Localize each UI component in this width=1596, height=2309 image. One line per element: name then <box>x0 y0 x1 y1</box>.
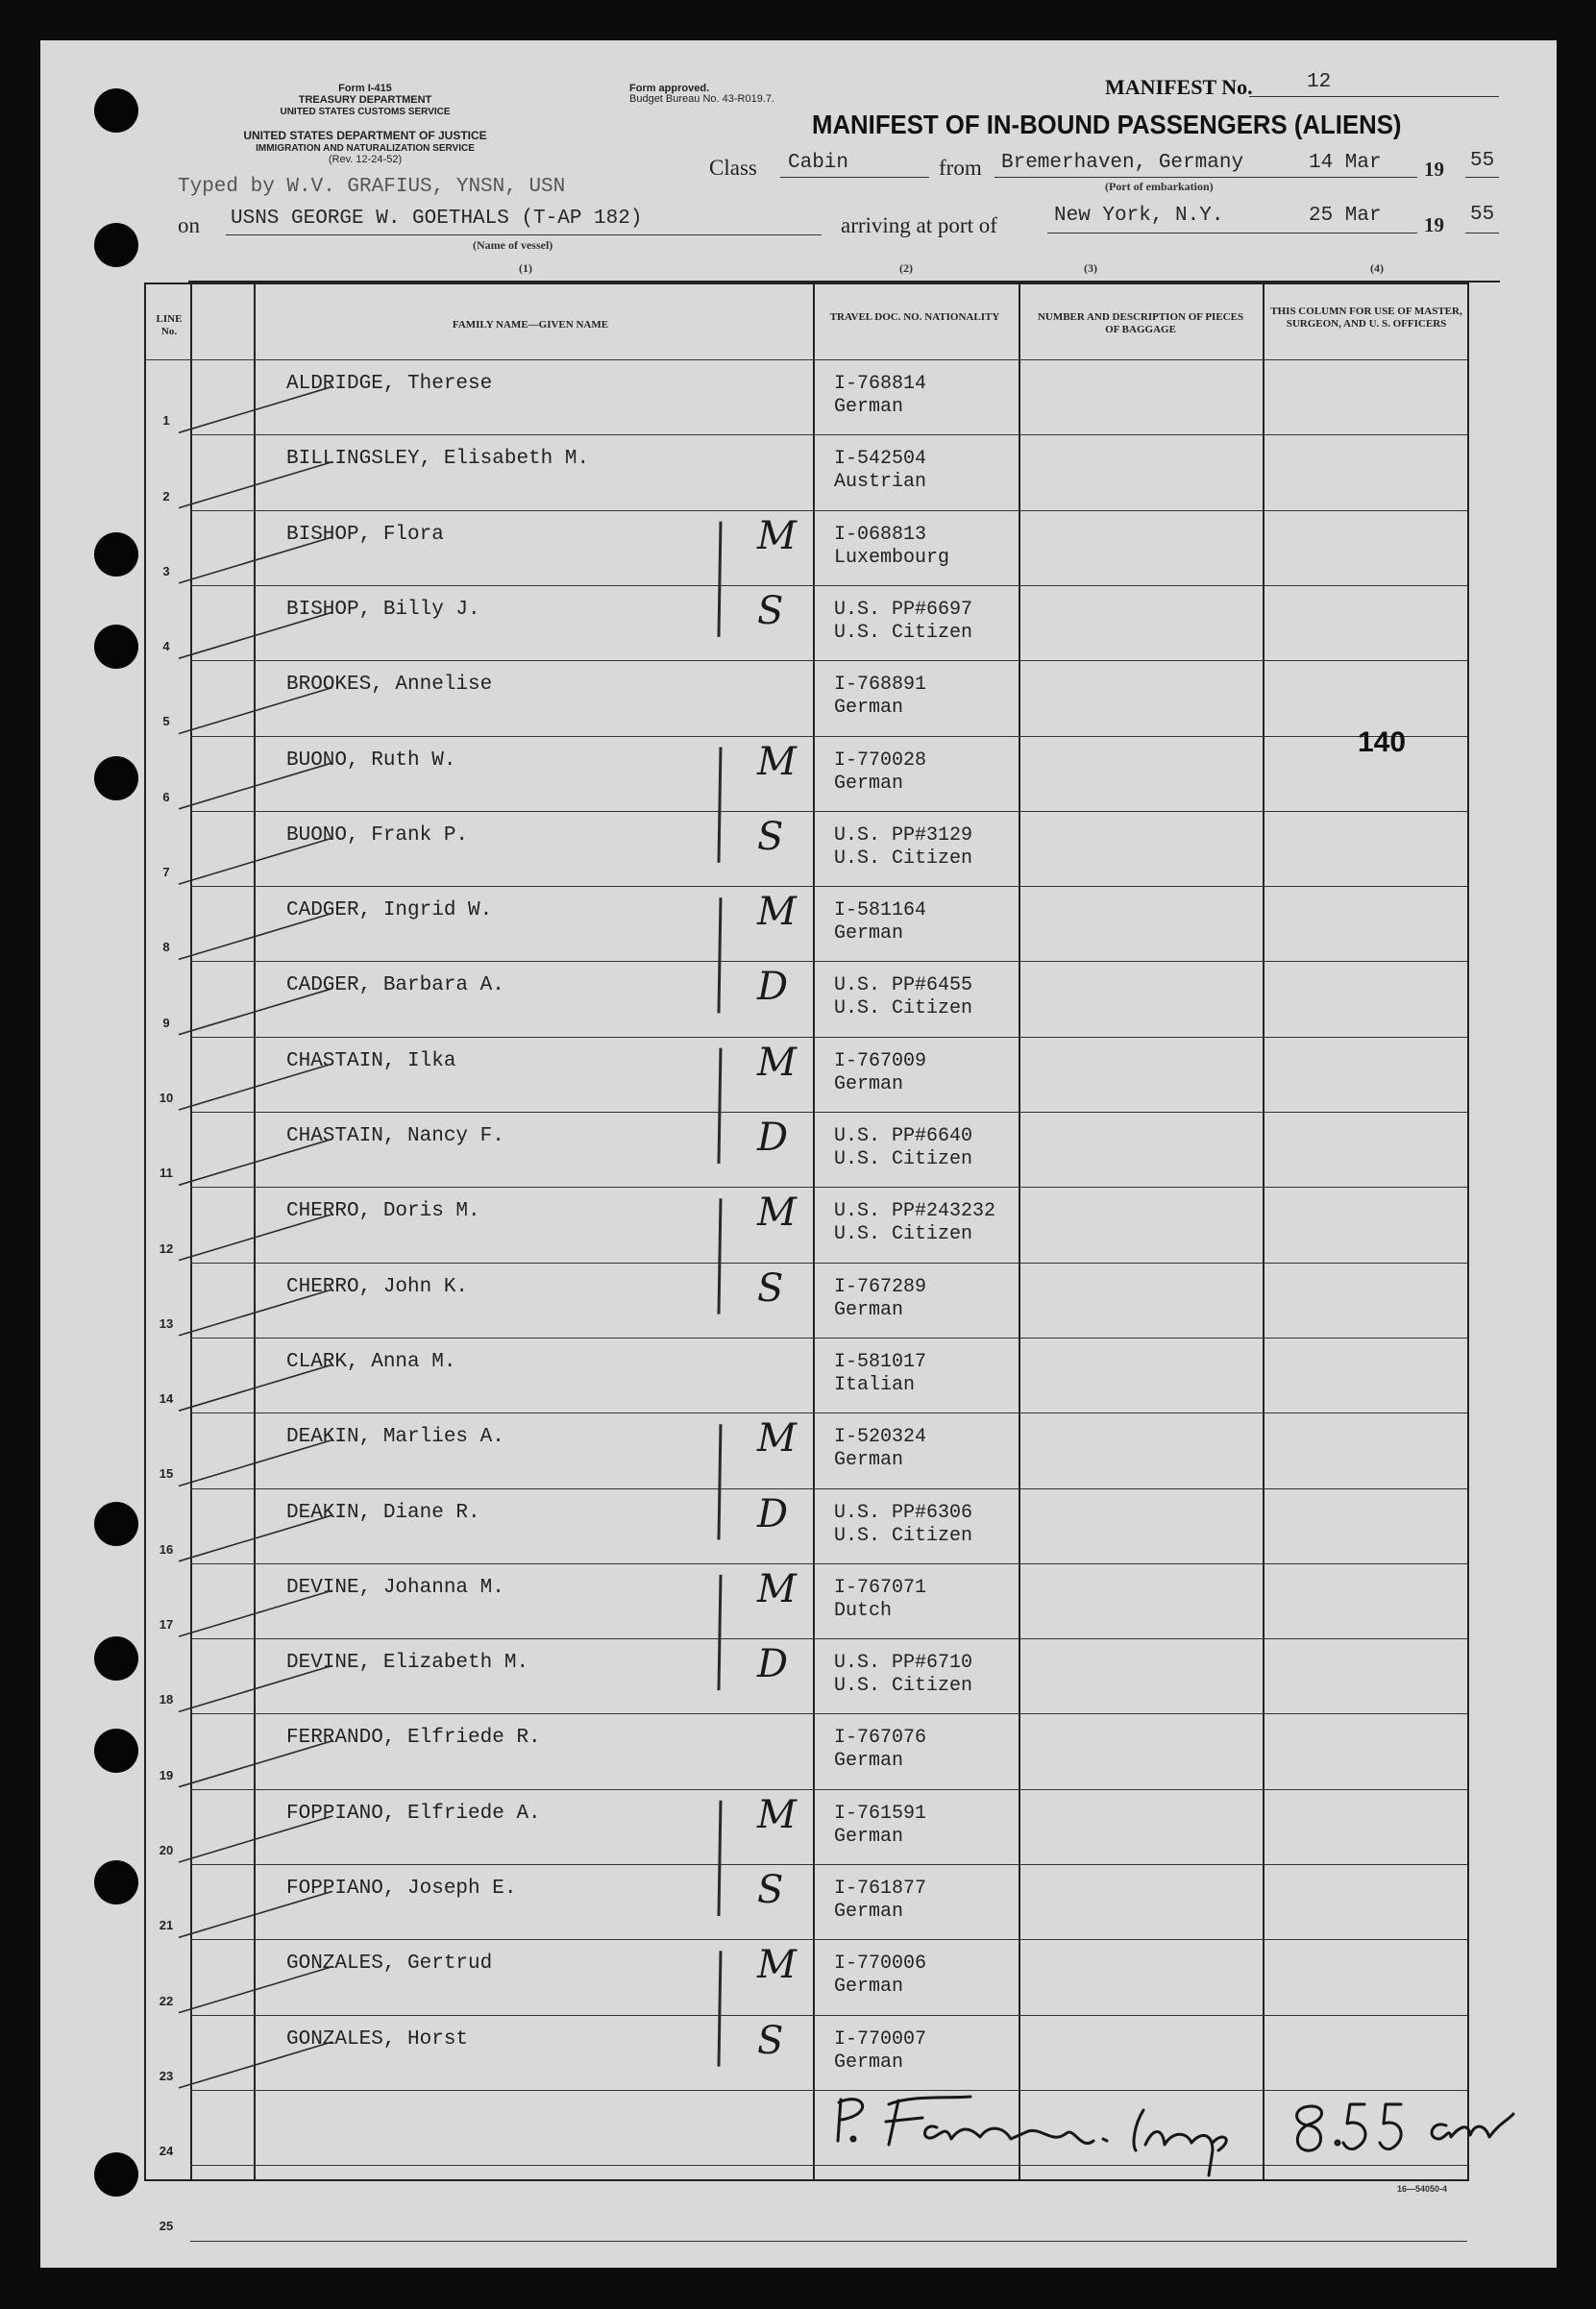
table-row <box>146 2090 1467 2165</box>
travel-doc-number: I-581017 <box>834 1350 927 1373</box>
table-row <box>146 510 1467 585</box>
binder-hole <box>94 1502 138 1546</box>
line-number: 12 <box>159 1240 174 1256</box>
line-number: 11 <box>160 1166 173 1181</box>
table-row <box>146 886 1467 961</box>
line-number: 4 <box>162 639 170 654</box>
footer-code: 16—54050-4 <box>1397 2184 1448 2194</box>
on-label: on <box>178 213 200 237</box>
vessel-name: USNS GEORGE W. GOETHALS (T-AP 182) <box>231 208 643 230</box>
line-number: 20 <box>159 1842 174 1857</box>
line-number: 18 <box>159 1692 174 1707</box>
col-header-line: LINE No. <box>156 313 183 337</box>
table-row <box>146 2165 1467 2240</box>
passenger-name: DEVINE, Johanna M. <box>286 1576 504 1599</box>
travel-doc-number: I-581164 <box>834 899 927 922</box>
table-row <box>146 1338 1467 1412</box>
table-row <box>146 1037 1467 1112</box>
binder-hole <box>94 2152 138 2197</box>
passenger-name: BUONO, Ruth W. <box>286 749 456 772</box>
nationality: German <box>834 1901 904 1923</box>
passenger-name: CADGER, Ingrid W. <box>286 899 493 922</box>
line-number: 14 <box>159 1391 174 1407</box>
passenger-name: CLARK, Anna M. <box>286 1350 456 1373</box>
nationality: German <box>834 1449 904 1472</box>
travel-doc-number: U.S. PP#6306 <box>834 1501 973 1524</box>
line-number: 16 <box>159 1541 174 1557</box>
line-number: 15 <box>159 1466 174 1482</box>
embark-rule <box>994 177 1417 178</box>
form-approved: Form approved. <box>629 83 710 94</box>
table-row <box>146 961 1467 1036</box>
nationality: Austrian <box>834 471 927 494</box>
nationality: U.S. Citizen <box>834 1675 973 1698</box>
class-rule <box>780 177 929 178</box>
embark-year-rule <box>1465 177 1499 178</box>
embark-port: Bremerhaven, Germany <box>1001 152 1244 174</box>
travel-doc-number: U.S. PP#6640 <box>834 1125 973 1147</box>
travel-doc-number: I-520324 <box>834 1426 927 1449</box>
line-number: 10 <box>159 1090 174 1105</box>
manifest-no-rule <box>1249 96 1499 97</box>
line-number: 8 <box>162 940 170 955</box>
table-row <box>146 1789 1467 1864</box>
row-divider <box>190 2241 1467 2242</box>
from-label: from <box>939 156 982 180</box>
nationality: German <box>834 697 904 720</box>
nationality: U.S. Citizen <box>834 847 973 870</box>
passenger-name: BILLINGSLEY, Elisabeth M. <box>286 448 590 471</box>
line-number: 25 <box>159 2219 174 2234</box>
relationship-mark: M <box>757 1792 797 1837</box>
table-row <box>146 2015 1467 2090</box>
line-number: 7 <box>162 865 170 880</box>
travel-doc-number: I-768891 <box>834 674 927 697</box>
embark-year: 55 <box>1470 150 1495 172</box>
relationship-mark: D <box>757 1491 789 1536</box>
line-number: 21 <box>159 1918 174 1933</box>
travel-doc-number: I-770007 <box>834 2027 927 2051</box>
table-row <box>146 585 1467 660</box>
travel-doc-number: I-068813 <box>834 523 927 546</box>
travel-doc-number: I-770028 <box>834 749 927 772</box>
arrival-year: 55 <box>1470 204 1495 226</box>
port-caption: (Port of embarkation) <box>1105 180 1214 193</box>
passenger-name: ALDRIDGE, Therese <box>286 373 493 395</box>
nationality: U.S. Citizen <box>834 1148 973 1170</box>
manifest-no: 12 <box>1307 71 1332 93</box>
line-number: 5 <box>162 714 170 729</box>
travel-doc-number: I-761877 <box>834 1878 927 1900</box>
table-row <box>146 434 1467 509</box>
passenger-name: CHASTAIN, Nancy F. <box>286 1125 504 1147</box>
relationship-mark: M <box>757 1040 797 1085</box>
travel-doc-number: I-768814 <box>834 373 927 395</box>
budget-bureau: Budget Bureau No. 43-R019.7. <box>629 93 775 105</box>
treasury-dept: TREASURY DEPARTMENT <box>298 94 432 106</box>
line-number: 24 <box>159 2144 174 2159</box>
nationality: U.S. Citizen <box>834 997 973 1020</box>
table-row <box>146 1412 1467 1487</box>
travel-doc-number: I-770006 <box>834 1953 927 1976</box>
col-header-doc: TRAVEL DOC. NO. NATIONALITY <box>829 311 1000 323</box>
passenger-name: DEAKIN, Diane R. <box>286 1501 480 1524</box>
col-header-officers: THIS COLUMN FOR USE OF MASTER, SURGEON, AND U. S. OFFICERS <box>1270 306 1462 330</box>
passenger-name: CHASTAIN, Ilka <box>286 1049 456 1072</box>
form-number: Form I-415 <box>338 83 392 94</box>
relationship-mark: M <box>757 1943 797 1988</box>
table-row <box>146 1864 1467 1939</box>
nationality: Italian <box>834 1373 916 1396</box>
vessel-caption: (Name of vessel) <box>473 238 553 252</box>
passenger-name: BISHOP, Flora <box>286 523 444 546</box>
class-value: Cabin <box>788 152 849 174</box>
column-number-1: (1) <box>519 261 532 275</box>
relationship-mark: M <box>757 513 797 558</box>
binder-hole <box>94 1636 138 1681</box>
vessel-rule <box>226 234 822 235</box>
travel-doc-number: U.S. PP#6710 <box>834 1652 973 1675</box>
nationality: Dutch <box>834 1599 893 1622</box>
travel-doc-number: U.S. PP#6697 <box>834 598 973 621</box>
passenger-name: DEVINE, Elizabeth M. <box>286 1652 529 1675</box>
line-number: 3 <box>162 563 170 578</box>
relationship-mark: D <box>757 1116 789 1160</box>
relationship-mark: M <box>757 739 797 784</box>
arriving-label: arriving at port of <box>841 213 997 237</box>
relationship-mark: D <box>757 1642 789 1687</box>
year-prefix-2: 19 <box>1424 213 1444 236</box>
nationality: German <box>834 1825 904 1848</box>
relationship-mark: S <box>757 814 784 859</box>
manifest-title: MANIFEST OF IN-BOUND PASSENGERS (ALIENS) <box>812 110 1402 139</box>
customs-service: UNITED STATES CUSTOMS SERVICE <box>280 107 451 117</box>
column-number-3: (3) <box>1084 261 1097 275</box>
relationship-mark: M <box>757 1416 797 1462</box>
table-row <box>146 736 1467 811</box>
table-row <box>146 1263 1467 1338</box>
binder-hole <box>94 625 138 669</box>
binder-hole <box>94 756 138 800</box>
binder-hole <box>94 88 138 133</box>
relationship-mark: M <box>757 890 797 935</box>
passenger-name: FOPPIANO, Joseph E. <box>286 1878 517 1900</box>
relationship-mark: S <box>757 1265 784 1311</box>
passenger-name: DEAKIN, Marlies A. <box>286 1426 504 1449</box>
table-row <box>146 1187 1467 1262</box>
relationship-mark: S <box>757 1868 784 1912</box>
class-label: Class <box>709 156 757 180</box>
column-number-2: (2) <box>899 261 913 275</box>
line-number: 2 <box>162 488 170 504</box>
travel-doc-number: I-767009 <box>834 1049 927 1072</box>
line-number: 9 <box>162 1015 170 1030</box>
line-number: 13 <box>159 1315 174 1331</box>
passenger-name: GONZALES, Gertrud <box>286 1953 493 1976</box>
binder-hole <box>94 223 138 267</box>
nationality: German <box>834 772 904 795</box>
passenger-name: FERRANDO, Elfriede R. <box>286 1727 541 1750</box>
nationality: German <box>834 1298 904 1321</box>
passenger-name: CHERRO, John K. <box>286 1275 469 1298</box>
nationality: German <box>834 2051 904 2074</box>
passenger-name: BROOKES, Annelise <box>286 674 493 697</box>
arrival-port: New York, N.Y. <box>1054 205 1224 227</box>
revision-date: (Rev. 12-24-52) <box>328 154 403 165</box>
table-row <box>146 660 1467 735</box>
travel-doc-number: U.S. PP#6455 <box>834 974 973 997</box>
relationship-mark: S <box>757 2018 784 2063</box>
col-header-baggage: NUMBER AND DESCRIPTION OF PIECES OF BAGGAGE <box>1037 311 1244 335</box>
nationality: German <box>834 1750 904 1773</box>
table-row <box>146 1563 1467 1638</box>
travel-doc-number: I-767076 <box>834 1727 927 1750</box>
line-number: 6 <box>162 789 170 804</box>
passenger-name: BUONO, Frank P. <box>286 823 469 847</box>
relationship-mark: M <box>757 1566 797 1611</box>
column-number-4: (4) <box>1370 261 1384 275</box>
nationality: Luxembourg <box>834 546 950 569</box>
manifest-no-label: MANIFEST No. <box>1105 75 1253 99</box>
travel-doc-number: U.S. PP#3129 <box>834 823 973 847</box>
passenger-name: BISHOP, Billy J. <box>286 598 480 621</box>
arrival-date: 25 Mar <box>1309 205 1382 227</box>
ins-service: IMMIGRATION AND NATURALIZATION SERVICE <box>256 143 475 154</box>
nationality: U.S. Citizen <box>834 1524 973 1547</box>
binder-hole <box>94 1860 138 1904</box>
stamp-number: 140 <box>1358 726 1407 758</box>
travel-doc-number: I-767071 <box>834 1576 927 1599</box>
table-row <box>146 1488 1467 1563</box>
nationality: German <box>834 396 904 418</box>
travel-doc-number: I-767289 <box>834 1275 927 1298</box>
nationality: U.S. Citizen <box>834 621 973 644</box>
table-row <box>146 811 1467 886</box>
nationality: German <box>834 922 904 946</box>
table-row <box>146 1638 1467 1713</box>
travel-doc-number: U.S. PP#243232 <box>834 1200 996 1223</box>
line-number: 17 <box>159 1617 174 1633</box>
typed-by: Typed by W.V. GRAFIUS, YNSN, USN <box>178 176 566 198</box>
table-row <box>146 1112 1467 1187</box>
nationality: German <box>834 1976 904 1999</box>
relationship-mark: M <box>757 1191 797 1236</box>
line-number: 22 <box>159 1993 174 2008</box>
passenger-name: FOPPIANO, Elfriede A. <box>286 1802 541 1825</box>
table-row <box>146 1939 1467 2014</box>
line-number: 23 <box>159 2068 174 2083</box>
binder-hole <box>94 532 138 577</box>
justice-dept: UNITED STATES DEPARTMENT OF JUSTICE <box>243 129 487 142</box>
passenger-name: CHERRO, Doris M. <box>286 1200 480 1223</box>
binder-hole <box>94 1729 138 1773</box>
table-row <box>146 359 1467 434</box>
travel-doc-number: I-542504 <box>834 448 927 471</box>
relationship-mark: S <box>757 588 784 633</box>
nationality: German <box>834 1072 904 1095</box>
passenger-name: GONZALES, Horst <box>286 2027 469 2051</box>
nationality: U.S. Citizen <box>834 1223 973 1246</box>
line-number: 1 <box>162 413 170 429</box>
year-prefix: 19 <box>1424 158 1444 181</box>
embark-date: 14 Mar <box>1309 152 1382 174</box>
table-row <box>146 1713 1467 1788</box>
relationship-mark: D <box>757 965 789 1010</box>
line-number: 19 <box>159 1767 174 1782</box>
travel-doc-number: I-761591 <box>834 1802 927 1825</box>
col-header-name: FAMILY NAME—GIVEN NAME <box>452 319 609 331</box>
passenger-name: CADGER, Barbara A. <box>286 974 504 997</box>
